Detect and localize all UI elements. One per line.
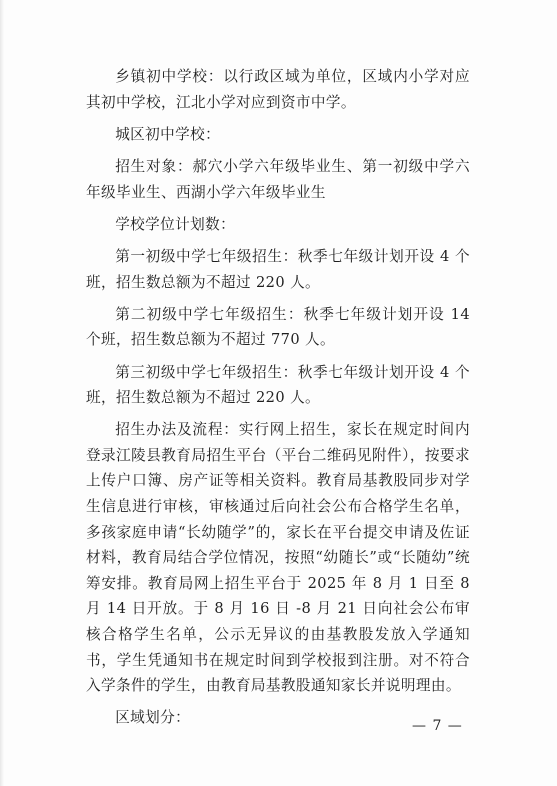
document-body: [86, 64, 470, 738]
paragraph-second-middle-school: 第二初级中学七年级招生：秋季七年级计划开设 14 个班，招生数总额为不超过 770 人。: [86, 305, 470, 349]
paragraph-seat-plan-heading: 学校学位计划数：: [115, 215, 236, 233]
paragraph-enrollment-procedure: 招生办法及流程：实行网上招生，家长在规定时间内登录江陵县教育局招生平台（平台二维码见附件），按要求上传户口簿、房产证等相关资料。教育局基教股同步对学生信息进行审核，审核通过后向社会公布合格学生名单，多孩家庭申请“长幼随学”的，家长在平台提交申请及佐证材料，教育局结合学位情况，按照“幼随长”或“长随幼”统筹安排。教育局网上招生平台于 2025 年 8 月 1 日至 8 月 14 日开放。于 8 月 16 日 -8 月 21 日向社会公布审核合格学生名单，公示无异议的由基教股发放入学通知书，学生凭通知书在规定时间到学校报到注册。对不符合入学条件的学生，由教育局基教股通知家长并说明理由。: [86, 421, 470, 695]
paragraph-first-middle-school: 第一初级中学七年级招生：秋季七年级计划开设 4 个班，招生数总额为不超过 220 人。: [86, 247, 470, 291]
paragraph-township-schools: 乡镇初中学校：以行政区域为单位，区域内小学对应其初中学校，江北小学对应到资市中学。: [86, 68, 470, 111]
paragraph-enrollment-target: 招生对象：郝穴小学六年级毕业生、第一初级中学六年级毕业生、西湖小学六年级毕业生: [86, 157, 470, 201]
paragraph-urban-schools-heading: 城区初中学校：: [115, 125, 221, 143]
paragraph-region-division-heading: 区域划分：: [115, 709, 191, 727]
scan-edge: [0, 0, 4, 786]
page-number: — 7 —: [412, 718, 463, 734]
paragraph-third-middle-school: 第三初级中学七年级招生：秋季七年级计划开设 4 个班，招生数总额为不超过 220 人。: [86, 363, 470, 407]
